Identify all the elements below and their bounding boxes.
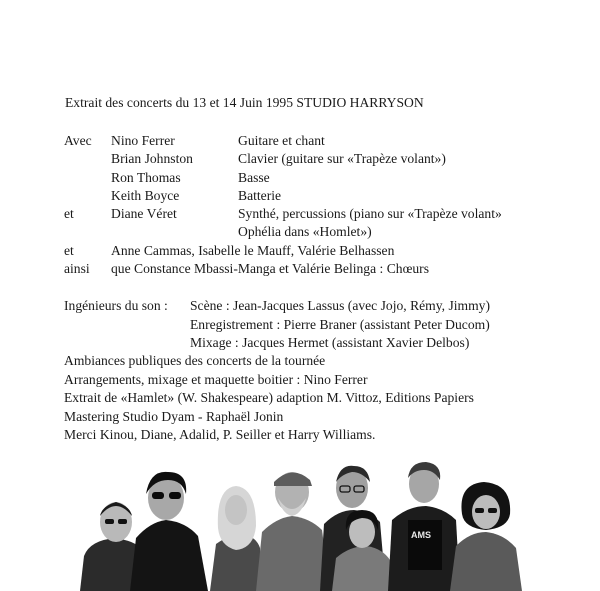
choir-prefix: et xyxy=(64,243,74,258)
lineup-role: Guitare et chant xyxy=(238,133,325,148)
engineers-label: Ingénieurs du son : xyxy=(64,298,168,313)
lineup-name: Keith Boyce xyxy=(111,188,180,203)
engineer-line: Scène : Jean-Jacques Lassus (avec Jojo, Rémy, Jimmy) xyxy=(190,298,490,313)
band-photo xyxy=(70,458,530,591)
lineup-role: Batterie xyxy=(238,188,282,203)
header-line: Extrait des concerts du 13 et 14 Juin 1995 STUDIO HARRYSON xyxy=(65,95,424,110)
lineup-role: Basse xyxy=(238,170,270,185)
credit-line: Ambiances publiques des concerts de la tournée xyxy=(64,353,326,368)
choir-line: que Constance Mbassi-Manga et Valérie Belinga : Chœurs xyxy=(111,261,429,276)
band-member xyxy=(130,472,208,591)
credit-line: Merci Kinou, Diane, Adalid, P. Seiller et Harry Williams. xyxy=(64,427,376,442)
lineup-name: Ron Thomas xyxy=(111,170,181,185)
engineer-line: Mixage : Jacques Hermet (assistant Xavier Delbos) xyxy=(190,335,470,350)
shirt-text: AMS xyxy=(411,530,431,540)
engineer-line: Enregistrement : Pierre Braner (assistant Peter Ducom) xyxy=(190,317,490,332)
band-member xyxy=(388,462,460,591)
lineup-prefix: Avec xyxy=(64,133,92,148)
choir-line: Anne Cammas, Isabelle le Mauff, Valérie Belhassen xyxy=(111,243,395,258)
choir-prefix: ainsi xyxy=(64,261,90,276)
credit-line: Extrait de «Hamlet» (W. Shakespeare) adaption M. Vittoz, Editions Papiers xyxy=(64,390,474,405)
credit-line: Arrangements, mixage et maquette boitier : Nino Ferrer xyxy=(64,372,368,387)
band-member xyxy=(450,482,522,591)
lineup-role: Synthé, percussions (piano sur «Trapèze volant» xyxy=(238,206,502,221)
lineup-name: Diane Véret xyxy=(111,206,177,221)
lineup-name: Nino Ferrer xyxy=(111,133,175,148)
lineup-role: Clavier (guitare sur «Trapèze volant») xyxy=(238,151,446,166)
lineup-name: Brian Johnston xyxy=(111,151,193,166)
lineup-prefix: et xyxy=(64,206,74,221)
lineup-role: Ophélia dans «Homlet») xyxy=(238,224,372,239)
band-member xyxy=(210,486,262,591)
band-member xyxy=(256,472,330,591)
credit-line: Mastering Studio Dyam - Raphaël Jonin xyxy=(64,409,284,424)
